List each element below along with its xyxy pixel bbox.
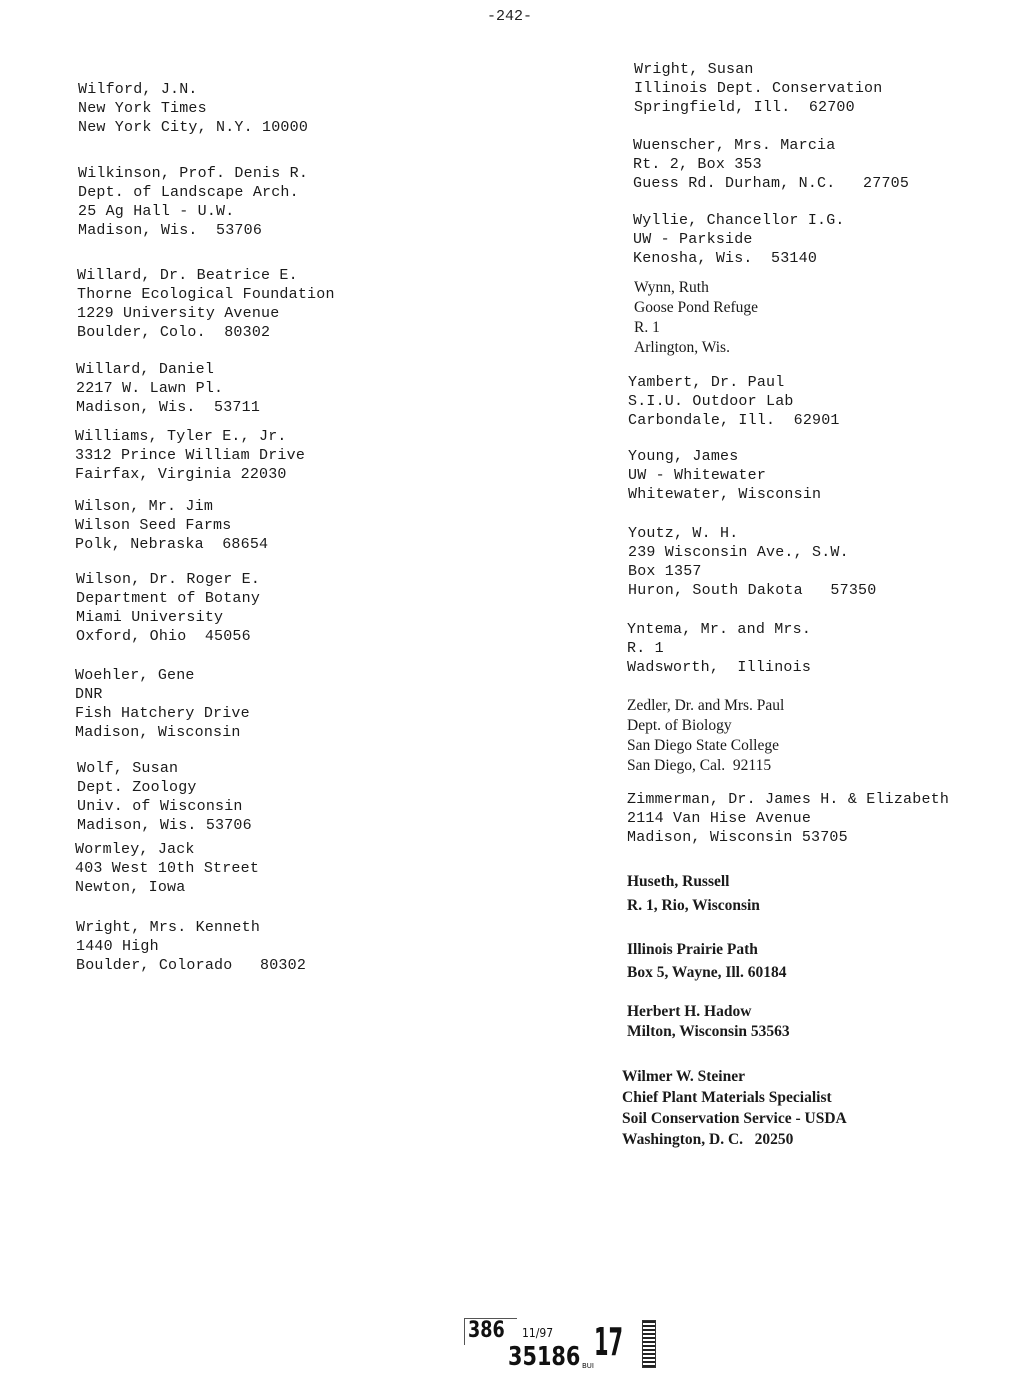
archive-stamp (464, 1318, 656, 1374)
address-line: Herbert H. Hadow (627, 1003, 752, 1020)
address-line: Wuenscher, Mrs. Marcia (633, 137, 836, 154)
address-line: Madison, Wisconsin (75, 724, 241, 741)
address-entry (627, 696, 784, 776)
address-line: Wyllie, Chancellor I.G. (633, 212, 845, 229)
address-line: Rt. 2, Box 353 (633, 156, 762, 173)
stamp-mark: 17 (594, 1320, 624, 1364)
address-line: Wynn, Ruth (634, 279, 709, 296)
address-line: Dept. of Biology (627, 717, 732, 734)
address-line: San Diego, Cal. 92115 (627, 757, 772, 774)
address-line: Kenosha, Wis. 53140 (633, 250, 818, 267)
address-line: 1229 University Avenue (77, 305, 280, 322)
address-line: Fairfax, Virginia 22030 (75, 466, 287, 483)
address-line: Wilson Seed Farms (75, 517, 232, 534)
address-line: 403 West 10th Street (75, 860, 260, 877)
address-line: Box 1357 (628, 563, 702, 580)
address-entry (628, 524, 876, 600)
address-line: Box 5, Wayne, Ill. 60184 (627, 964, 787, 981)
address-entry (78, 80, 308, 137)
address-line: Madison, Wis. 53706 (78, 222, 263, 239)
address-line: Wilmer W. Steiner (622, 1068, 745, 1085)
address-line: R. 1 (627, 640, 664, 657)
address-line: Boulder, Colo. 80302 (77, 324, 271, 341)
address-line: Madison, Wis. 53706 (77, 817, 252, 834)
address-entry (627, 790, 949, 847)
address-line: Thorne Ecological Foundation (77, 286, 335, 303)
address-line: Woehler, Gene (75, 667, 195, 684)
address-line: Young, James (628, 448, 739, 465)
address-line: Zedler, Dr. and Mrs. Paul (627, 697, 785, 714)
address-line: 2217 W. Lawn Pl. (76, 380, 224, 397)
address-entry (75, 666, 250, 742)
address-line: Illinois Dept. Conservation (634, 80, 883, 97)
address-entry (76, 918, 306, 975)
address-entry (75, 840, 259, 897)
address-line: Springfield, Ill. 62700 (634, 99, 855, 116)
address-line: Dept. Zoology (77, 779, 197, 796)
stamp-code: 386 (468, 1318, 505, 1343)
address-line: Wright, Mrs. Kenneth (76, 919, 261, 936)
address-line: Wadsworth, Illinois (627, 659, 812, 676)
address-entry (628, 447, 821, 504)
address-line: Dept. of Landscape Arch. (78, 184, 299, 201)
address-line: 3312 Prince William Drive (75, 447, 306, 464)
address-line: Goose Pond Refuge (634, 299, 758, 316)
address-entry (622, 1066, 847, 1150)
stamp-date: 11/97 (522, 1326, 554, 1340)
address-line: DNR (75, 686, 103, 703)
address-line: Willard, Daniel (76, 361, 215, 378)
address-entry (633, 211, 845, 268)
address-line: R. 1, Rio, Wisconsin (627, 897, 760, 914)
address-line: Madison, Wisconsin 53705 (627, 829, 848, 846)
address-entry (76, 570, 260, 646)
address-line: Yambert, Dr. Paul (628, 374, 785, 391)
address-line: 1440 High (76, 938, 159, 955)
address-line: Wilford, J.N. (78, 81, 198, 98)
address-line: Chief Plant Materials Specialist (622, 1089, 832, 1106)
address-line: Madison, Wis. 53711 (76, 399, 261, 416)
address-line: R. 1 (634, 319, 660, 336)
address-line: Arlington, Wis. (634, 339, 730, 356)
address-line: Newton, Iowa (75, 879, 186, 896)
address-entry (75, 497, 268, 554)
stamp-small-text: BUI (582, 1362, 594, 1370)
address-entry (633, 136, 909, 193)
address-line: Wright, Susan (634, 61, 754, 78)
address-line: UW - Whitewater (628, 467, 767, 484)
address-line: Carbondale, Ill. 62901 (628, 412, 840, 429)
address-line: Wilson, Dr. Roger E. (76, 571, 261, 588)
address-line: Whitewater, Wisconsin (628, 486, 822, 503)
address-entry (78, 164, 308, 240)
address-line: UW - Parkside (633, 231, 753, 248)
address-line: Washington, D. C. 20250 (622, 1131, 794, 1148)
stamp-number: 35186 (508, 1342, 581, 1372)
address-line: Department of Botany (76, 590, 261, 607)
address-line: Oxford, Ohio 45056 (76, 628, 251, 645)
address-entry (75, 427, 305, 484)
address-line: Huseth, Russell (627, 873, 730, 890)
address-line: S.I.U. Outdoor Lab (628, 393, 794, 410)
address-entry (627, 1002, 790, 1042)
address-line: Williams, Tyler E., Jr. (75, 428, 287, 445)
address-line: San Diego State College (627, 737, 779, 754)
address-line: Illinois Prairie Path (627, 941, 758, 958)
barcode-icon (642, 1320, 656, 1368)
page-number: -242- (486, 8, 532, 25)
address-entry (627, 620, 811, 677)
address-line: Wormley, Jack (75, 841, 195, 858)
address-line: New York Times (78, 100, 207, 117)
address-line: Zimmerman, Dr. James H. & Elizabeth (627, 791, 950, 808)
address-line: Miami University (76, 609, 224, 626)
address-line: Yntema, Mr. and Mrs. (627, 621, 812, 638)
address-line: New York City, N.Y. 10000 (78, 119, 309, 136)
address-line: Fish Hatchery Drive (75, 705, 250, 722)
address-line: Milton, Wisconsin 53563 (627, 1023, 790, 1040)
address-line: 239 Wisconsin Ave., S.W. (628, 544, 849, 561)
address-line: Youtz, W. H. (628, 525, 739, 542)
address-line: 25 Ag Hall - U.W. (78, 203, 235, 220)
address-line: Huron, South Dakota 57350 (628, 582, 877, 599)
address-entry (628, 373, 840, 430)
address-line: Soil Conservation Service - USDA (622, 1110, 847, 1127)
address-line: Polk, Nebraska 68654 (75, 536, 269, 553)
address-entry (77, 759, 252, 835)
address-line: Wilkinson, Prof. Denis R. (78, 165, 309, 182)
address-line: 2114 Van Hise Avenue (627, 810, 812, 827)
address-entry (627, 870, 760, 918)
address-line: Willard, Dr. Beatrice E. (77, 267, 298, 284)
address-line: Guess Rd. Durham, N.C. 27705 (633, 175, 910, 192)
address-line: Boulder, Colorado 80302 (76, 957, 307, 974)
address-entry (634, 60, 882, 117)
address-entry (77, 266, 335, 342)
address-line: Wolf, Susan (77, 760, 179, 777)
address-entry (627, 938, 786, 984)
address-entry (76, 360, 260, 417)
address-entry (634, 278, 758, 358)
address-line: Univ. of Wisconsin (77, 798, 243, 815)
address-line: Wilson, Mr. Jim (75, 498, 214, 515)
